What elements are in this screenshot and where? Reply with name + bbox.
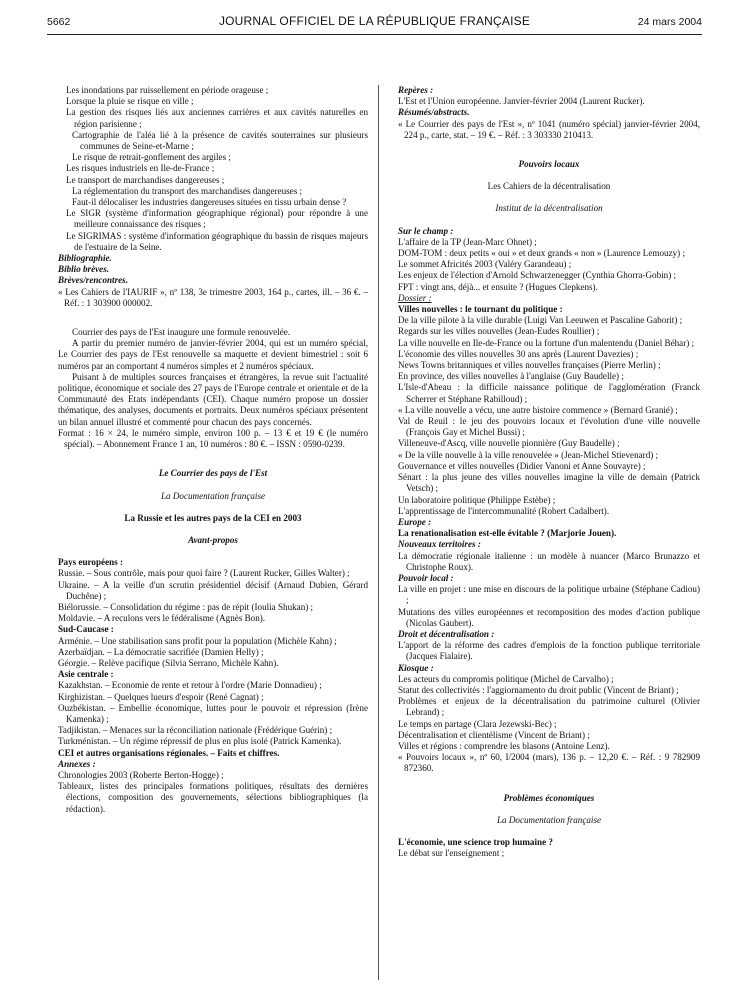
- right-column-line: Institut de la décentralisation: [495, 203, 603, 214]
- left-column-line: Brèves/rencontres.: [58, 275, 128, 286]
- left-column-line: Annexes :: [58, 758, 96, 769]
- page-number: 5662: [47, 16, 71, 28]
- left-column-line: Format : 16 × 24, le numéro simple, environ 100 p. – 13 € et 19 € (le numéro spécial). – Abonnement France 1 an, 10 numéros : 80 €. – ISSN : 0590-0239.: [58, 427, 368, 450]
- left-column-line: Turkménistan. – Un régime répressif de plus en plus isolé (Patrick Kamenka).: [58, 736, 342, 747]
- left-column-line: Arménie. – Une stabilisation sans profit pour la population (Michèle Kahn) ;: [58, 635, 337, 646]
- right-column-line: Un laboratoire politique (Philippe Estèbe) ;: [398, 494, 556, 505]
- right-column-line: L'apprentissage de l'intercommunalité (Robert Cadalbert).: [398, 505, 610, 516]
- right-column-line: Résumés/abstracts.: [398, 107, 470, 118]
- page-header: [47, 14, 702, 32]
- right-column-line: En province, des villes nouvelles à l'anglaise (Guy Baudelle) ;: [398, 371, 624, 382]
- right-column-line: [398, 170, 700, 181]
- right-column-line: L'affaire de la TP (Jean-Marc Ohnet) ;: [398, 236, 537, 247]
- right-column-line: Droit et décentralisation :: [398, 628, 495, 639]
- right-column-line: [398, 775, 700, 793]
- right-column-line: L'apport de la réforme des cadres d'emplois de la fonction publique territoriale (Jacques Fialaire).: [398, 640, 700, 662]
- left-column-line: Lorsque la pluie se risque en ville ;: [66, 96, 194, 107]
- right-column-line: [398, 215, 700, 226]
- right-column-line: News Towns britanniques et villes nouvelles françaises (Pierre Merlin) ;: [398, 360, 661, 371]
- left-column-line: Cartographie de l'aléa lié à la présence de cavités souterraines sur plusieurs communes de Seine-et-Marne ;: [72, 129, 368, 152]
- right-column-line: [398, 804, 700, 815]
- left-column-line: « Les Cahiers de l'IAURIF », nº 138, 3e trimestre 2003, 164 p., cartes, ill. – 36 €. – Réf. : 1 303900 000002.: [58, 286, 368, 308]
- left-column-line: Chronologies 2003 (Roberte Berton-Hogge) ;: [58, 769, 224, 780]
- left-column-line: Biélorussie. – Consolidation du régime : pas de répit (Ioulia Shukan) ;: [58, 601, 314, 612]
- right-column-line: Regards sur les villes nouvelles (Jean-Eudes Roullier) ;: [398, 326, 600, 337]
- header-rule: [47, 34, 702, 35]
- right-column-line: Sur le champ :: [398, 225, 454, 236]
- left-column-line: Les inondations par ruissellement en période orageuse ;: [66, 85, 269, 95]
- right-column-line: « Le Courrier des pays de l'Est », nº 1041 (numéro spécial) janvier-février 2004, 224 p., carte, stat. – 19 €. – Réf. : 3 303330 210413.: [398, 118, 700, 140]
- issue-date: 24 mars 2004: [637, 16, 702, 28]
- right-column-line: Sénart : la plus jeune des villes nouvelles imagine la ville de demain (Patrick Vetsch) ;: [398, 472, 700, 494]
- right-column-line: La ville nouvelle en Ile-de-France ou la fortune d'un malentendu (Daniel Béhar) ;: [398, 337, 695, 348]
- left-column-line: Tableaux, listes des principales formations politiques, résultats des dernières élections, composition des gouvernements, sélections bibliographiques (la rédaction).: [58, 781, 368, 814]
- right-column-line: « La ville nouvelle a vécu, une autre histoire commence » (Bernard Granié) ;: [398, 404, 678, 415]
- left-column-line: La réglementation du transport des marchandises dangereuses ;: [72, 185, 303, 196]
- left-column-line: Le SIGRIMAS : système d'information géographique du bassin de risques majeurs de l'estuaire de la Seine.: [66, 230, 368, 252]
- left-column-line: Le risque de retrait-gonflement des argiles ;: [72, 152, 231, 163]
- right-column-line: Problèmes économiques: [503, 792, 595, 803]
- right-column-line: Europe :: [398, 516, 432, 527]
- left-column-line: La Documentation française: [160, 490, 266, 501]
- right-column-line: [398, 192, 700, 203]
- right-column-line: Le temps en partage (Clara Jezewski-Bec) ;: [398, 718, 557, 729]
- right-column-line: Gouvernance et villes nouvelles (Didier Vanoni et Anne Souvayre) ;: [398, 460, 646, 471]
- right-column-line: Les enjeux de l'élection d'Arnold Schwarzenegger (Cynthia Ghorra-Gobin) ;: [398, 270, 677, 281]
- right-column-line: « Pouvoirs locaux », nº 60, I/2004 (mars), 136 p. – 12,20 €. – Réf. : 9 782909 872360.: [398, 752, 700, 774]
- left-column-line: Avant-propos: [188, 534, 238, 545]
- left-column-line: [58, 450, 368, 468]
- right-column-line: FPT : vingt ans, déjà... et ensuite ? (Hugues Clepkens).: [398, 281, 598, 292]
- right-column-line: L'économie des villes nouvelles 30 ans après (Laurent Davezies) ;: [398, 348, 639, 359]
- right-column-line: Dossier :: [398, 292, 432, 303]
- left-column-line: Puisant à de multiples sources françaises et étrangères, la revue suit l'actualité politique, économique et sociale des 27 pays de l'Europe centrale et orientale et de la Communauté des Etats indépendants (CEI). Chaque numéro propose un dossier thématique, des analyses, documents et portraits. Deux numéros spéciaux présentent un bilan annuel illustré et commenté pour chacun des pays concernés.: [58, 371, 368, 427]
- column-divider: [378, 85, 379, 980]
- left-column-line: La gestion des risques liés aux anciennes carrières et aux cavités naturelles en région parisienne ;: [66, 107, 368, 129]
- right-column-line: Décentralisation et clientélisme (Vincent de Briant) ;: [398, 729, 590, 740]
- journal-title: JOURNAL OFFICIEL DE LA RÉPUBLIQUE FRANÇAISE: [218, 14, 531, 28]
- left-column-line: Les risques industriels en Ile-de-France ;: [66, 163, 215, 174]
- left-column-line: [58, 480, 368, 491]
- right-column-line: La Documentation française: [496, 814, 602, 825]
- left-column-line: Tadjikistan. – Menaces sur la réconciliation nationale (Frédérique Guérin) ;: [58, 725, 333, 736]
- right-column-line: Les Cahiers de la décentralisation: [487, 181, 611, 192]
- right-column-line: Statut des collectivités : l'aggiornamento du droit public (Vincent de Briant) ;: [398, 684, 679, 695]
- left-column-line: A partir du premier numéro de janvier-février 2004, qui est un numéro spécial, Le Courrier des pays de l'Est renouvelle sa maquette et devient bimestriel : soit 6 numéros par an comportant 4 numéros simples et 2 numéros spéciaux.: [58, 338, 368, 371]
- left-column-line: Asie centrale :: [58, 669, 114, 680]
- right-column-line: [398, 826, 700, 837]
- left-column-line: [58, 546, 368, 557]
- right-column-line: Mutations des villes européennes et recomposition des modes d'action publique (Nicolas Gaubert).: [398, 606, 700, 628]
- left-column-line: Kirghizistan. – Quelques lueurs d'espoir (René Cagnat) ;: [58, 691, 264, 702]
- right-column-line: Problèmes et enjeux de la décentralisation du patrimoine culturel (Olivier Lebrand) ;: [398, 696, 700, 718]
- right-column-line: De la ville pilote à la ville durable (Luigi Van Leeuwen et Pascaline Gaborit) ;: [398, 315, 683, 326]
- left-column-line: Ouzbékistan. – Embellie économique, luttes pour le pouvoir et répression (Irène Kamenka) ;: [58, 702, 368, 724]
- right-column-line: Nouveaux territoires :: [398, 539, 481, 550]
- right-column: [398, 85, 700, 859]
- left-column-line: Moldavie. – A reculons vers le fédéralisme (Agnès Bon).: [58, 613, 266, 624]
- left-column-line: Pays européens :: [58, 557, 124, 568]
- right-column-line: La renationalisation est-elle évitable ? (Marjorie Jouen).: [398, 528, 617, 539]
- right-column-line: Val de Reuil : le jeu des pouvoirs locaux et l'évolution d'une ville nouvelle (François Gay et Michel Bussi) ;: [398, 416, 700, 438]
- left-column-line: Faut-il délocaliser les industries dangereuses situées en tissu urbain dense ?: [72, 197, 347, 208]
- left-column-line: Bibliographie.: [58, 253, 112, 264]
- left-column-line: Géorgie. – Relève pacifique (Silvia Serrano, Michèle Kahn).: [58, 657, 279, 668]
- right-column-line: « De la ville nouvelle à la ville renouvelée » (Jean-Michel Stievenard) ;: [398, 449, 659, 460]
- left-column-line: Ukraine. – A la veille d'un scrutin présidentiel décisif (Arnaud Dubien, Gérard Duchêne) ;: [58, 579, 368, 601]
- left-column-line: Courrier des pays de l'Est inaugure une formule renouvelée.: [72, 327, 291, 338]
- left-column-line: Azerbaïdjan. – La démocratie sacrifiée (Damien Helly) ;: [58, 646, 264, 657]
- right-column-line: [398, 141, 700, 159]
- left-column-line: Sud-Caucase :: [58, 624, 114, 635]
- right-column-line: Les acteurs du compromis politique (Michel de Carvalho) ;: [398, 673, 614, 684]
- right-column-line: L'Isle-d'Abeau : la difficile naissance politique de l'agglomération (Franck Scherrer et Stéphane Rabilloud) ;: [398, 382, 700, 404]
- right-column-line: Pouvoir local :: [398, 572, 454, 583]
- left-column-line: [58, 524, 368, 535]
- right-column-line: Villes nouvelles : le tournant du politique :: [398, 304, 563, 315]
- left-column-line: [58, 502, 368, 513]
- left-column-line: [58, 309, 368, 327]
- left-column-line: Russie. – Sous contrôle, mais pour quoi faire ? (Laurent Rucker, Gilles Walter) ;: [58, 568, 350, 579]
- left-column-line: Kazakhstan. – Economie de rente et retour à l'ordre (Marie Donnadieu) ;: [58, 680, 322, 691]
- right-column-line: La ville en projet : une mise en discours de la politique urbaine (Stéphane Cadiou) ;: [398, 584, 700, 606]
- left-column-line: Le transport de marchandises dangereuses ;: [66, 174, 225, 185]
- right-column-line: L'Est et l'Union européenne. Janvier-février 2004 (Laurent Rucker).: [398, 96, 645, 107]
- right-column-line: Le débat sur l'enseignement ;: [398, 848, 505, 859]
- left-column: [58, 85, 368, 815]
- left-column-line: Le Courrier des pays de l'Est: [158, 468, 268, 479]
- right-column-line: DOM-TOM : deux petits « oui » et deux grands « non » (Laurence Lemouzy) ;: [398, 248, 685, 259]
- right-column-line: Pouvoirs locaux: [518, 159, 580, 170]
- left-column-line: Biblio brèves.: [58, 264, 110, 275]
- left-column-line: Le SIGR (système d'information géographique régional) pour répondre à une meilleure connaissance des risques ;: [66, 208, 368, 230]
- left-column-line: CEI et autres organisations régionales. – Faits et chiffres.: [58, 747, 280, 758]
- right-column-line: Villeneuve-d'Ascq, ville nouvelle pionnière (Guy Baudelle) ;: [398, 438, 620, 449]
- right-column-line: Villes et régions : comprendre les blasons (Antoine Lenz).: [398, 740, 610, 751]
- right-column-line: La démocratie régionale italienne : un modèle à nuancer (Marco Brunazzo et Christophe Roux).: [398, 550, 700, 572]
- right-column-line: L'économie, une science trop humaine ?: [398, 836, 553, 847]
- right-column-line: Le sommet Africités 2003 (Valéry Garandeau) ;: [398, 259, 572, 270]
- right-column-line: Repères :: [398, 85, 434, 95]
- left-column-line: La Russie et les autres pays de la CEI en 2003: [124, 512, 302, 523]
- right-column-line: Kiosque :: [398, 662, 434, 673]
